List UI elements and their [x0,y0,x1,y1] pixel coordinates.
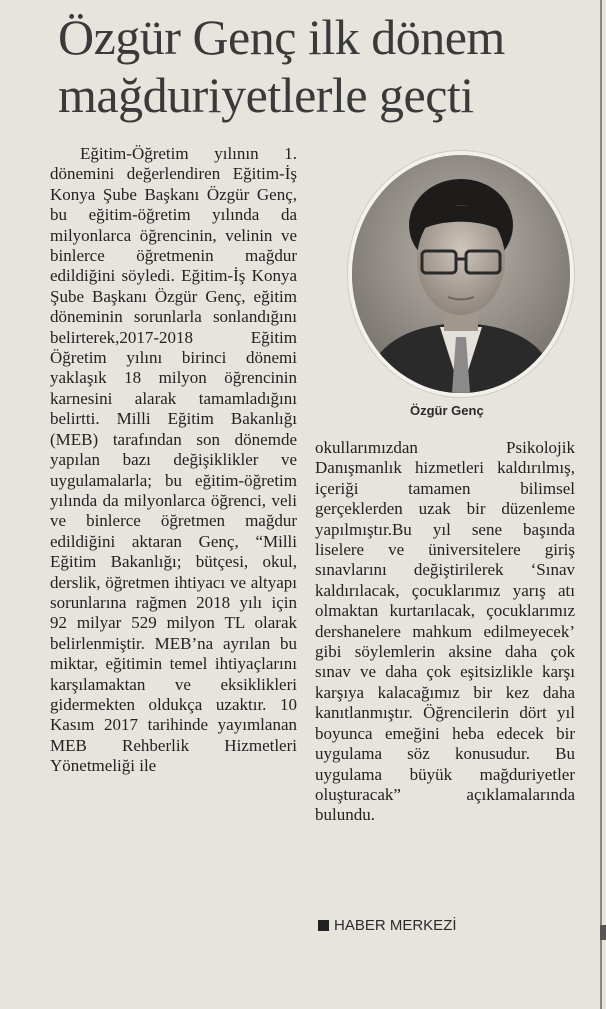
byline [318,917,457,934]
headline-line-1: Özgür Genç ilk dönem [58,9,505,65]
article-paragraph: okullarımızdan Psikolojik Danışmanlık hizmetleri kaldırılmış, içeriği tamamen bilimsel gerçeklerden uzak bir düzenleme yapılmıştır.Bu yıl sene başında liselere ve üniversitelere giriş sınavlarını değiştirilerek ‘Sınav kaldırılacak, çocuklarımız yarış atı olmaktan kurtarılacak, çocuklarımız dershanelere mahkum edilmeyecek’ gibi söylemlerin aksine daha çok sınav ve daha çok eşitsizlikle karşı karşıya kalacağımız bir kez daha kanıtlanmıştır. Öğrencilerin dört yıl boyunca emeğini heba edecek bir uygulama söz konusudur. Bu uygulama büyük mağduriyetler oluşturacak” açıklamalarında bulundu. [315,438,575,825]
portrait-illustration [352,155,570,393]
portrait-photo [352,155,570,393]
page-edge-mark [600,925,606,940]
photo-caption: Özgür Genç [410,403,484,418]
article-column-left [50,144,297,777]
article-column-right [315,438,575,826]
byline-text: HABER MERKEZİ [334,917,457,934]
article-paragraph: Eğitim-Öğretim yılının 1. dönemini değerlendiren Eğitim-İş Konya Şube Başkanı Özgür Genç, bu eğitim-öğretim yılında da milyonlarca öğrencinin, velinin ve binlerce öğretmenin mağdur edildiğini söyledi. Eğitim-İş Konya Şube Başkanı Özgür Genç, eğitim döneminin sorunlarla sonlandığını belirterek,2017-2018 Eğitim Öğretim yılını birinci dönemi yaklaşık 18 milyon öğrencinin karnesini alarak tamamladığını belirtti. Milli Eğitim Bakanlığı (MEB) tarafından son dönemde yapılan bazı değişiklikler ve uygulamalarla; bu eğitim-öğretim yılında da milyonlarca öğrenci, veli ve binlerce öğretmen mağdur edildiğini aktaran Genç, “Milli Eğitim Bakanlığı; bütçesi, okul, derslik, öğretmen ihtiyacı ve altyapı sorunlarına rağmen 2018 yılı için 92 milyar 529 milyon TL olarak belirlenmiştir. MEB’na ayrılan bu miktar, eğitimin temel ihtiyaçlarını karşılamaktan ve eksiklikleri gidermekten oldukça uzaktır. 10 Kasım 2017 tarihinde yayımlanan MEB Rehberlik Hizmetleri Yönetmeliği ile [50,144,297,776]
headline [58,8,598,124]
page-edge-divider [600,0,602,1009]
square-bullet-icon [318,920,329,931]
portrait-photo-frame [349,152,577,402]
headline-line-2: mağduriyetlerle geçti [58,67,474,123]
